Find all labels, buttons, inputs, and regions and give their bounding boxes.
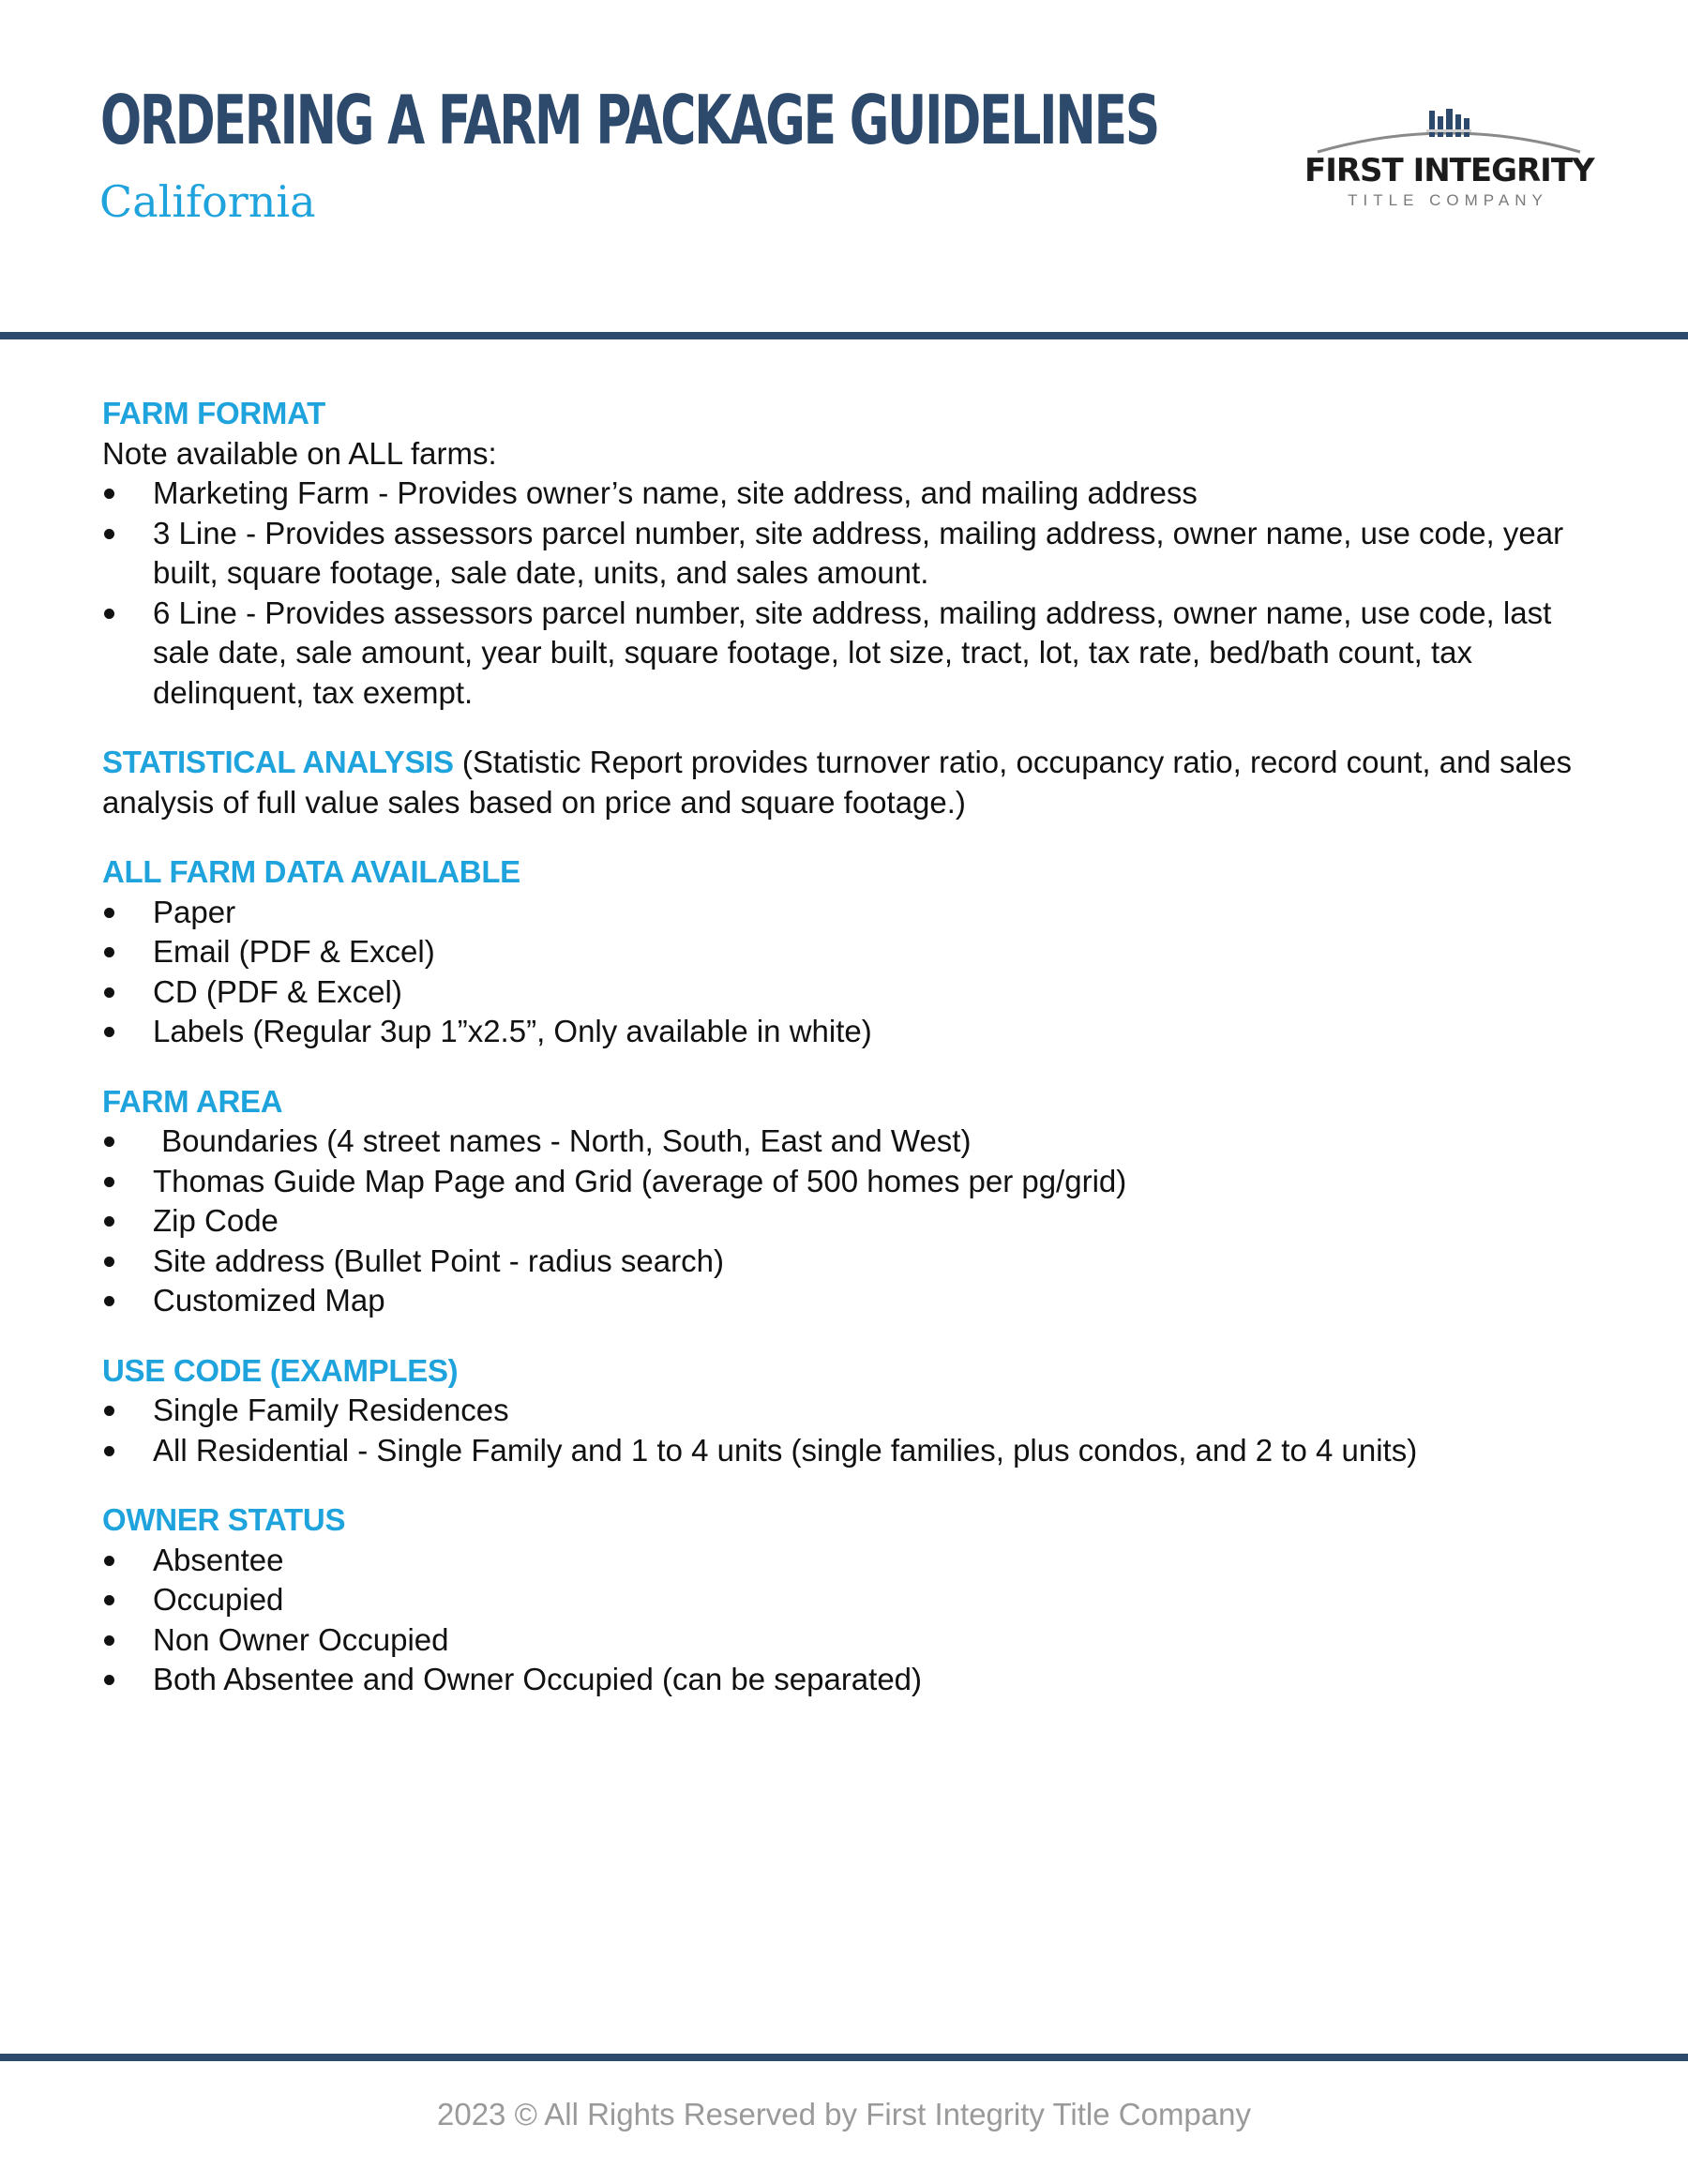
bullet-icon xyxy=(104,1177,114,1187)
document-body xyxy=(102,394,1612,1730)
section-all-farm-data xyxy=(102,852,1612,1052)
section-heading: USE CODE (EXAMPLES) xyxy=(102,1352,459,1388)
page-title: ORDERING A FARM PACKAGE GUIDELINES xyxy=(100,81,1159,159)
list-item: Customized Map xyxy=(102,1281,1612,1321)
section-owner-status xyxy=(102,1500,1612,1700)
section-note: Note available on ALL farms: xyxy=(102,435,497,471)
list-item: Both Absentee and Owner Occupied (can be separated) xyxy=(102,1660,1612,1700)
section-heading: ALL FARM DATA AVAILABLE xyxy=(102,854,520,889)
bullet-icon xyxy=(104,1216,114,1227)
bullet-icon xyxy=(104,1595,114,1605)
page-header xyxy=(0,0,1688,328)
list-item: CD (PDF & Excel) xyxy=(102,972,1612,1013)
list-item: 6 Line - Provides assessors parcel number, site address, mailing address, owner name, use code, last sale date, sale amount, year built, square footage, lot size, tract, lot, tax rate, bed/bath count, tax delinquent, tax exempt. xyxy=(102,594,1612,714)
bullet-icon xyxy=(104,609,114,619)
section-statistical-analysis xyxy=(102,743,1612,822)
list-item: Single Family Residences xyxy=(102,1391,1612,1431)
bullet-icon xyxy=(104,1556,114,1566)
bottom-divider xyxy=(0,2054,1688,2061)
footer-copyright: 2023 © All Rights Reserved by First Integrity Title Company xyxy=(436,2097,1251,2131)
list-item: Labels (Regular 3up 1”x2.5”, Only available in white) xyxy=(102,1012,1612,1052)
list-item: Absentee xyxy=(102,1541,1612,1581)
list-item: Site address (Bullet Point - radius search) xyxy=(102,1242,1612,1282)
bullet-icon xyxy=(104,1027,114,1037)
bullet-list xyxy=(102,474,1612,713)
bullet-icon xyxy=(104,1635,114,1646)
section-text: (Statistic Report provides turnover ratio, occupancy ratio, record count, and sales analysis of full value sales based on price and square footage.) xyxy=(102,745,1573,820)
list-item: Occupied xyxy=(102,1580,1612,1620)
section-heading: FARM FORMAT xyxy=(102,396,326,430)
logo-name: FIRST INTEGRITY xyxy=(1304,152,1594,189)
section-heading: OWNER STATUS xyxy=(102,1502,346,1537)
list-item: Email (PDF & Excel) xyxy=(102,932,1612,972)
bullet-icon xyxy=(104,529,114,539)
bullet-list xyxy=(102,893,1612,1052)
bullet-icon xyxy=(104,987,114,998)
list-item: All Residential - Single Family and 1 to 4 units (single families, plus condos, and 2 to 4 units) xyxy=(102,1431,1612,1471)
bullet-icon xyxy=(104,489,114,499)
bullet-icon xyxy=(104,1137,114,1147)
company-logo xyxy=(1299,105,1599,218)
bullet-icon xyxy=(104,908,114,918)
list-item: Boundaries (4 street names - North, South, East and West) xyxy=(102,1122,1612,1162)
bullet-list xyxy=(102,1122,1612,1321)
bullet-list xyxy=(102,1391,1612,1470)
list-item: Thomas Guide Map Page and Grid (average of 500 homes per pg/grid) xyxy=(102,1162,1612,1202)
section-use-code xyxy=(102,1351,1612,1471)
bullet-icon xyxy=(104,1406,114,1416)
section-heading: FARM AREA xyxy=(102,1083,283,1119)
section-farm-area xyxy=(102,1082,1612,1321)
bullet-icon xyxy=(104,1446,114,1456)
bullet-icon xyxy=(104,1296,114,1306)
list-item: Paper xyxy=(102,893,1612,933)
section-farm-format xyxy=(102,394,1612,713)
list-item: Marketing Farm - Provides owner’s name, site address, and mailing address xyxy=(102,474,1612,514)
bullet-icon xyxy=(104,947,114,957)
bullet-icon xyxy=(104,1257,114,1267)
page-subtitle: California xyxy=(99,176,316,227)
top-divider xyxy=(0,332,1688,339)
logo-tagline: TITLE COMPANY xyxy=(1348,191,1548,209)
bullet-icon xyxy=(104,1675,114,1685)
list-item: Non Owner Occupied xyxy=(102,1620,1612,1661)
list-item: 3 Line - Provides assessors parcel number, site address, mailing address, owner name, use code, year built, square footage, sale date, units, and sales amount. xyxy=(102,514,1612,594)
list-item: Zip Code xyxy=(102,1201,1612,1242)
bullet-list xyxy=(102,1541,1612,1700)
section-heading: STATISTICAL ANALYSIS xyxy=(102,745,454,779)
